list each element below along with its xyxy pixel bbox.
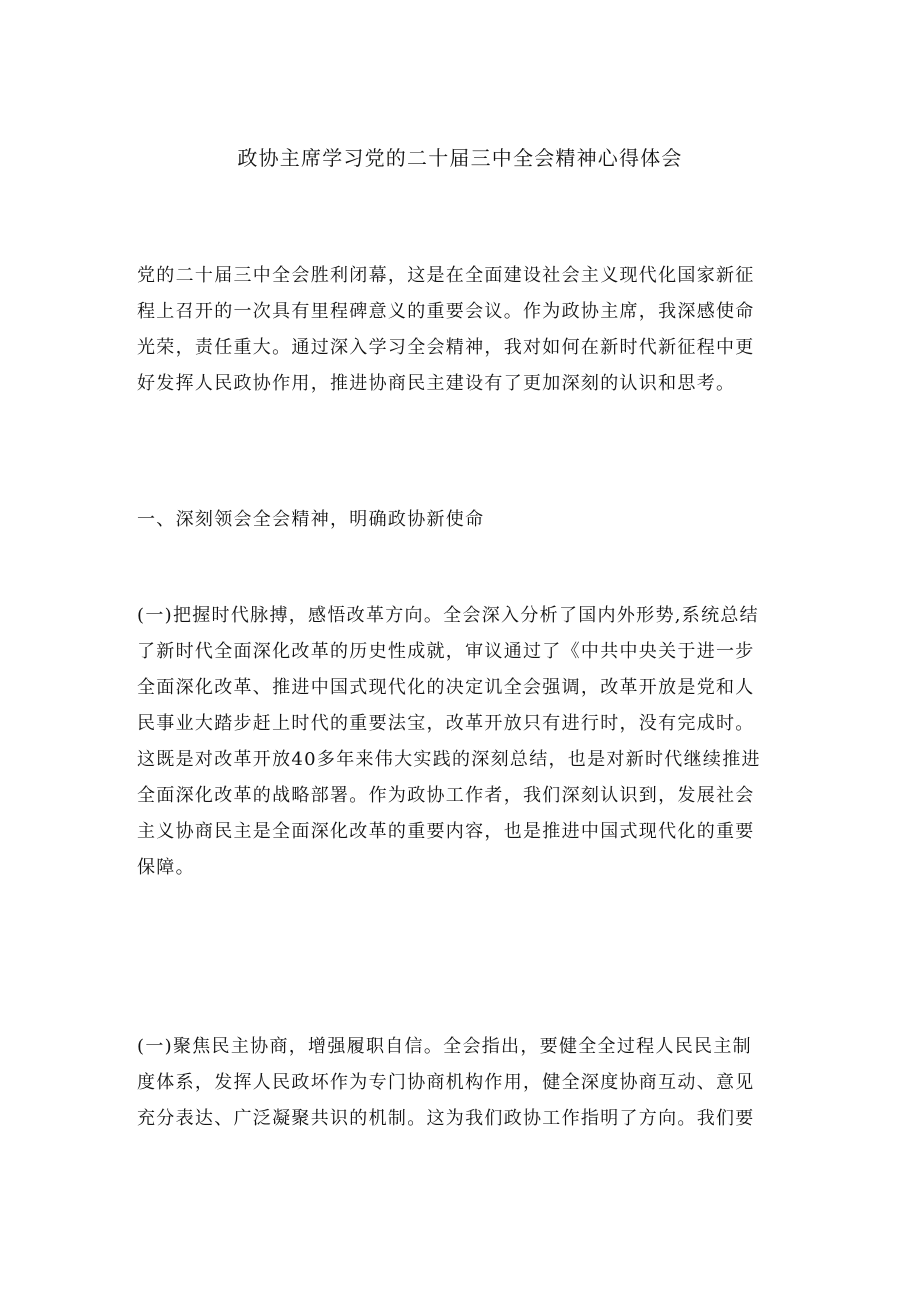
paragraph-line: (一)把握时代脉搏，感悟改革方向。全会深入分析了国内外形势,系统总结: [137, 605, 759, 626]
paragraph-line: 好发挥人民政协作用，推进协商民主建设有了更加深刻的认识和思考。: [137, 373, 736, 394]
body-paragraph-1: [137, 598, 787, 886]
paragraph-line: 主义协商民主是全面深化改革的重要内容，也是推进中国式现代化的重要: [137, 821, 755, 842]
paragraph-line: 党的二十届三中全会胜利闭幕，这是在全面建设社会主义现代化国家新征: [137, 265, 755, 286]
paragraph-line: 民事业大踏步赶上时代的重要法宝，改革开放只有进行时，没有完成时。: [137, 713, 755, 734]
paragraph-line: 充分表达、广泛凝聚共识的机制。这为我们政协工作指明了方向。我们要: [137, 1108, 755, 1129]
paragraph-line: 程上召开的一次具有里程碑意义的重要会议。作为政协主席，我深感使命: [137, 301, 755, 322]
paragraph-line: 全面深化改革的战略部署。作为政协工作者，我们深刻认识到，发展社会: [137, 785, 755, 806]
section-heading: [137, 502, 787, 538]
paragraph-line: 全面深化改革、推进中国式现代化的决定讥全会强调，改革开放是党和人: [137, 677, 755, 698]
paragraph-line: 这既是对改革开放40多年来伟大实践的深刻总结，也是对新时代继续推进: [137, 749, 761, 770]
paragraph-line: (一)聚焦民主协商，增强履职自信。全会指出，要健全全过程人民民主制: [137, 1036, 752, 1057]
paragraph-line: 光荣，责任重大。通过深入学习全会精神，我对如何在新时代新征程中更: [137, 337, 755, 358]
body-paragraph-2: [137, 1029, 787, 1137]
section-heading-text: 一、深刻领会全会精神，明确政协新使命: [137, 509, 485, 530]
intro-paragraph: [137, 258, 787, 402]
paragraph-line: 保障。: [137, 857, 195, 878]
paragraph-line: 了新时代全面深化改革的历史性成就，审议通过了《中共中央关于进一步: [137, 641, 755, 662]
paragraph-line: 度体系，发挥人民政坏作为专门协商机构作用，健全深度协商互动、意见: [137, 1072, 755, 1093]
document-title: 政协主席学习党的二十届三中全会精神心得体会: [237, 146, 683, 170]
